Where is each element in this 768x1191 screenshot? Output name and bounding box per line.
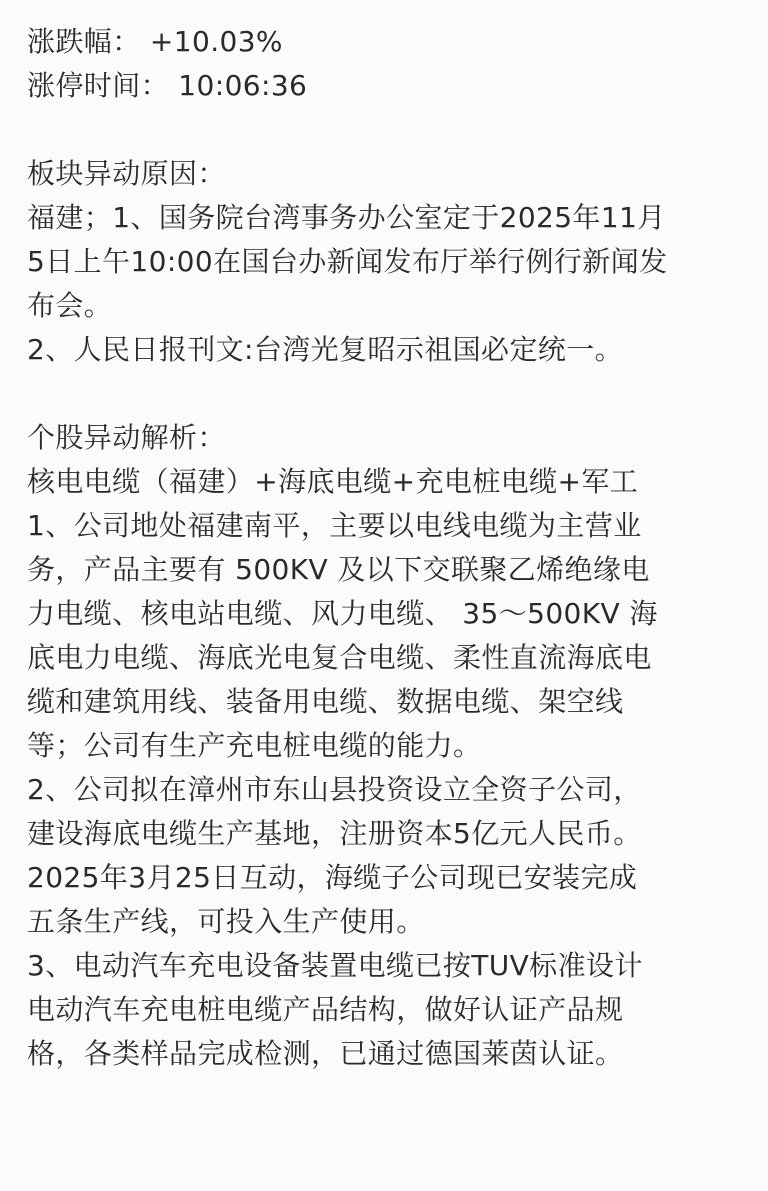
sector-reason-line: 布会。 — [27, 289, 113, 322]
sector-reason-line: 福建；1、国务院台湾事务办公室定于2025年11月 — [27, 201, 666, 234]
stock-analysis-line: 1、公司地处福建南平，主要以电线电缆为主营业 — [27, 509, 642, 542]
stock-analysis-line: 底电力电缆、海底光电复合电缆、柔性直流海底电 — [27, 641, 652, 674]
spacer — [27, 108, 747, 152]
stock-analysis-section — [27, 416, 747, 1076]
sector-reason-section — [27, 152, 747, 372]
stock-analysis-line: 建设海底电缆生产基地，注册资本5亿元人民币。 — [27, 817, 642, 850]
stock-analysis-line: 3、电动汽车充电设备装置电缆已按TUV标准设计 — [27, 949, 643, 982]
limit-up-time: 涨停时间： 10:06:36 — [27, 69, 308, 102]
sector-reason-line: 2、人民日报刊文:台湾光复昭示祖国必定统一。 — [27, 333, 624, 366]
stock-analysis-line: 务，产品主要有 500KV 及以下交联聚乙烯绝缘电 — [27, 553, 650, 586]
stock-analysis-line: 五条生产线，可投入生产使用。 — [27, 905, 425, 938]
stock-note — [27, 20, 747, 1076]
stock-analysis-line: 电动汽车充电桩电缆产品结构，做好认证产品规 — [27, 993, 624, 1026]
stock-analysis-line: 2025年3月25日互动，海缆子公司现已安装完成 — [27, 861, 638, 894]
stock-analysis-line: 格，各类样品完成检测，已通过德国莱茵认证。 — [27, 1037, 624, 1070]
sector-reason-line: 5日上午10:00在国台办新闻发布厅举行例行新闻发 — [27, 245, 668, 278]
spacer — [27, 372, 747, 416]
price-change: 涨跌幅： +10.03% — [27, 25, 283, 58]
stock-analysis-line: 2、公司拟在漳州市东山县投资设立全资子公司， — [27, 773, 642, 806]
stock-analysis-line: 力电缆、核电站电缆、风力电缆、 35～500KV 海 — [27, 597, 658, 630]
stock-concept-tags: 核电电缆（福建）+海底电缆+充电桩电缆+军工 — [27, 465, 639, 498]
stock-analysis-heading: 个股异动解析： — [27, 421, 226, 454]
stock-analysis-line: 等；公司有生产充电桩电缆的能力。 — [27, 729, 482, 762]
sector-reason-heading: 板块异动原因： — [27, 157, 226, 190]
stock-analysis-line: 缆和建筑用线、装备用电缆、数据电缆、架空线 — [27, 685, 624, 718]
